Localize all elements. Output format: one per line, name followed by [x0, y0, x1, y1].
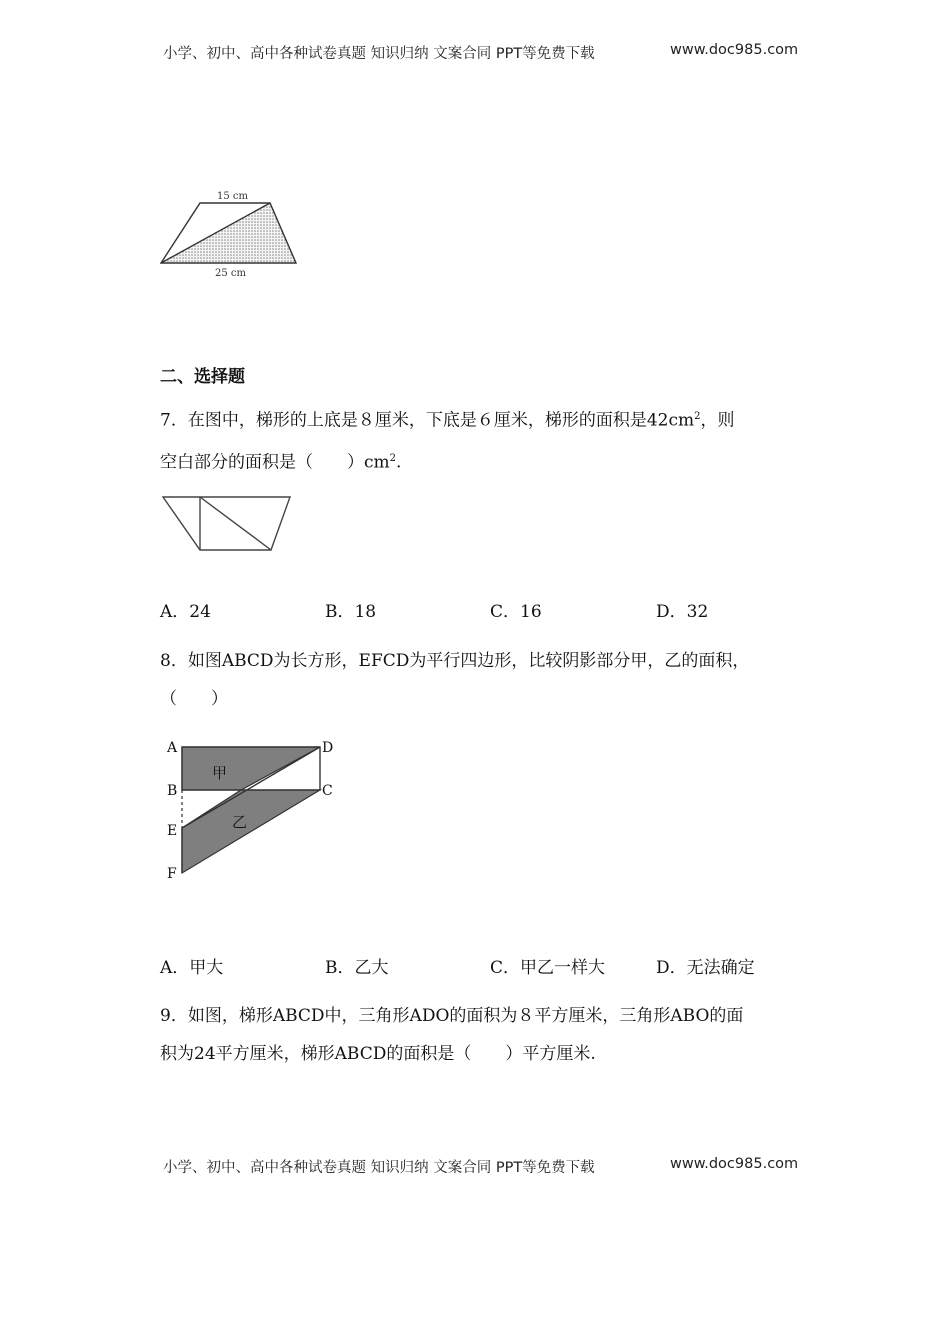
q8-line-1: 8．如图ABCD为长方形，EFCD为平行四边形，比较阴影部分甲，乙的面积， — [160, 651, 750, 671]
q8-option-a[interactable]: A．甲大 — [160, 958, 224, 978]
q9-line-2: 积为24平方厘米，梯形ABCD的面积是（ ）平方厘米. — [160, 1044, 596, 1064]
q7-line-2: 空白部分的面积是（ ）$cm^2$. — [160, 452, 402, 473]
header-url[interactable]: www.doc985.com — [670, 42, 799, 58]
q8-option-d[interactable]: D．无法确定 — [656, 958, 755, 978]
q7-option-c[interactable]: C．16 — [490, 602, 542, 622]
q7-option-d[interactable]: D．32 — [656, 602, 709, 622]
label-f: F — [167, 866, 177, 882]
footer-text: 小学、初中、高中各种试卷真题 知识归纳 文案合同 PPT等免费下载 — [163, 1160, 595, 1176]
shaded-region-jia — [182, 747, 320, 790]
diagonal-segment — [200, 497, 271, 550]
top-base-label: 15 cm — [217, 191, 248, 202]
question-7 — [160, 398, 800, 481]
q8-option-c[interactable]: C．甲乙一样大 — [490, 958, 606, 978]
q8-line-2: （ ） — [160, 689, 228, 709]
trapezoid-outline — [163, 497, 290, 550]
label-jia: 甲 — [212, 764, 228, 782]
label-c: C — [322, 783, 333, 799]
q7-option-a[interactable]: A．24 — [160, 602, 211, 622]
bottom-base-label: 25 cm — [215, 268, 246, 279]
shaded-region-yi — [182, 790, 320, 873]
page-header — [0, 42, 950, 70]
rectangle-parallelogram-figure — [160, 735, 345, 885]
q9-line-1: 9．如图，梯形ABCD中，三角形ADO的面积为８平方厘米，三角形ABO的面 — [160, 1006, 744, 1026]
label-yi: 乙 — [232, 813, 248, 831]
section-title: 二、选择题 — [160, 367, 245, 387]
page-footer — [0, 1156, 950, 1184]
header-text: 小学、初中、高中各种试卷真题 知识归纳 文案合同 PPT等免费下载 — [163, 46, 595, 62]
trapezoid-figure-1 — [155, 185, 305, 280]
q7-line-1: 7．在图中，梯形的上底是８厘米，下底是６厘米，梯形的面积是$42cm^2$，则 — [160, 410, 735, 431]
question-8 — [160, 642, 800, 718]
label-e: E — [167, 823, 178, 839]
question-9 — [160, 997, 800, 1073]
label-b: B — [167, 783, 178, 799]
q8-option-b[interactable]: B．乙大 — [325, 958, 389, 978]
footer-url[interactable]: www.doc985.com — [670, 1156, 799, 1172]
label-a: A — [167, 740, 178, 756]
trapezoid-figure-7 — [160, 492, 295, 552]
label-d: D — [322, 740, 334, 756]
q7-option-b[interactable]: B．18 — [325, 602, 377, 622]
